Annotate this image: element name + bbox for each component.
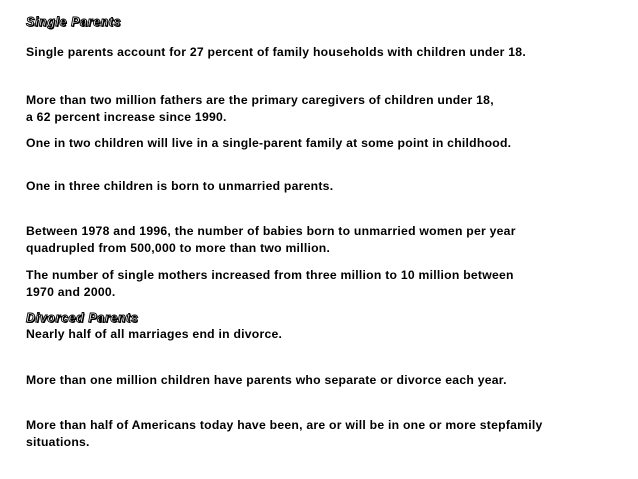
fact-line: quadrupled from 500,000 to more than two million. xyxy=(26,240,331,255)
fact-line: More than one million children have parents who separate or divorce each year. xyxy=(26,373,507,387)
fact-line: More than two million fathers are the primary caregivers of children under 18, xyxy=(26,93,494,107)
divorced-parents-fact-1 xyxy=(26,326,626,343)
fact-line: a 62 percent increase since 1990. xyxy=(26,109,227,124)
single-parents-fact-5 xyxy=(26,223,626,256)
single-parents-fact-2 xyxy=(26,92,626,125)
divorced-parents-fact-2 xyxy=(26,372,626,389)
fact-line: The number of single mothers increased from three million to 10 million between xyxy=(26,268,514,282)
fact-line: More than half of Americans today have been, are or will be in one or more stepfamily xyxy=(26,418,543,432)
fact-line: One in three children is born to unmarried parents. xyxy=(26,179,334,193)
fact-line: situations. xyxy=(26,434,90,449)
fact-line: Nearly half of all marriages end in divorce. xyxy=(26,327,283,341)
single-parents-fact-4 xyxy=(26,178,626,195)
single-parents-fact-3 xyxy=(26,135,626,152)
single-parents-heading: Single Parents xyxy=(26,15,122,29)
fact-line: One in two children will live in a single-parent family at some point in childhood. xyxy=(26,136,512,150)
fact-line: 1970 and 2000. xyxy=(26,284,116,299)
fact-line: Between 1978 and 1996, the number of babies born to unmarried women per year xyxy=(26,224,516,238)
single-parents-fact-1 xyxy=(26,44,626,61)
single-parents-fact-6 xyxy=(26,267,626,300)
divorced-parents-fact-3 xyxy=(26,417,626,450)
fact-line: Single parents account for 27 percent of family households with children under 18. xyxy=(26,45,526,59)
divorced-parents-heading: Divorced Parents xyxy=(26,311,139,325)
